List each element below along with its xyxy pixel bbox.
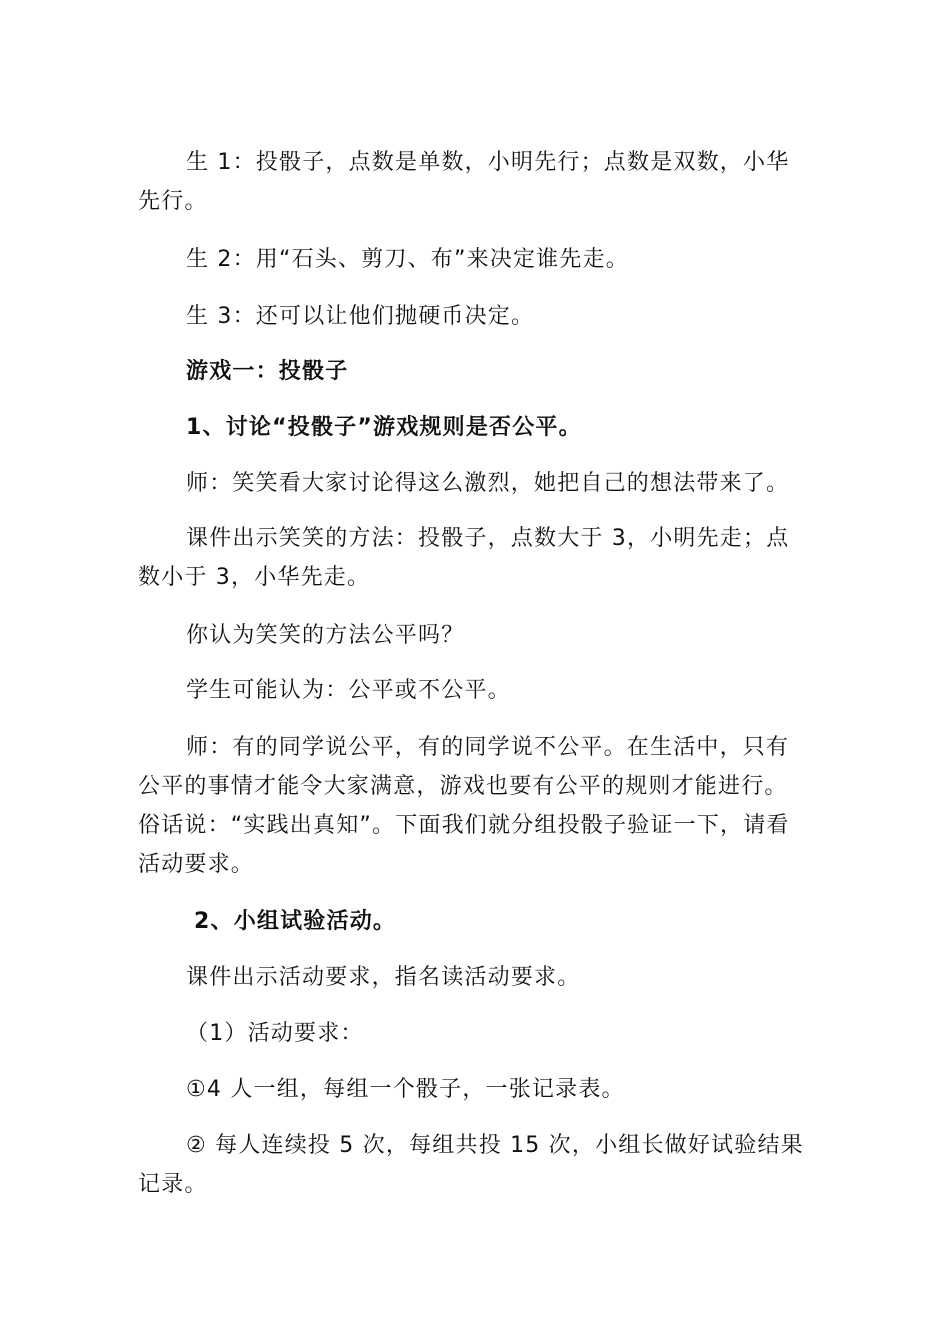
heading-game-one: 游戏一：投骰子 bbox=[186, 359, 349, 384]
heading-group-activity: 2、小组试验活动。 bbox=[194, 909, 397, 934]
paragraph-requirement-2: ② 每人连续投 5 次，每组共投 15 次，小组长做好试验结果记录。 bbox=[138, 1133, 804, 1197]
paragraph-requirements-label: （1）活动要求： bbox=[186, 1021, 364, 1046]
heading-discuss-rules: 1、讨论“投骰子”游戏规则是否公平。 bbox=[186, 415, 582, 440]
paragraph-student-1: 生 1：投骰子，点数是单数，小明先行；点数是双数，小华先行。 bbox=[138, 150, 790, 214]
paragraph-student-3: 生 3：还可以让他们抛硬币决定。 bbox=[186, 304, 535, 329]
paragraph-courseware-method: 课件出示笑笑的方法：投骰子，点数大于 3，小明先走；点数小于 3，小华先走。 bbox=[138, 526, 790, 590]
paragraph-student-2: 生 2：用“石头、剪刀、布”来决定谁先走。 bbox=[186, 247, 629, 272]
paragraph-teacher-2: 师：有的同学说公平，有的同学说不公平。在生活中，只有公平的事情才能令大家满意，游戏也要有公平的规则才能进行。俗话说：“实践出真知”。下面我们就分组投骰子验证一下，请看活动要求。 bbox=[138, 735, 790, 877]
paragraph-requirement-1: ①4 人一组，每组一个骰子，一张记录表。 bbox=[186, 1077, 625, 1102]
paragraph-courseware-requirements: 课件出示活动要求，指名读活动要求。 bbox=[186, 965, 581, 990]
paragraph-teacher-1: 师：笑笑看大家讨论得这么激烈，她把自己的想法带来了。 bbox=[186, 471, 790, 496]
paragraph-question: 你认为笑笑的方法公平吗？ bbox=[186, 623, 465, 648]
paragraph-students-think: 学生可能认为：公平或不公平。 bbox=[186, 678, 511, 703]
